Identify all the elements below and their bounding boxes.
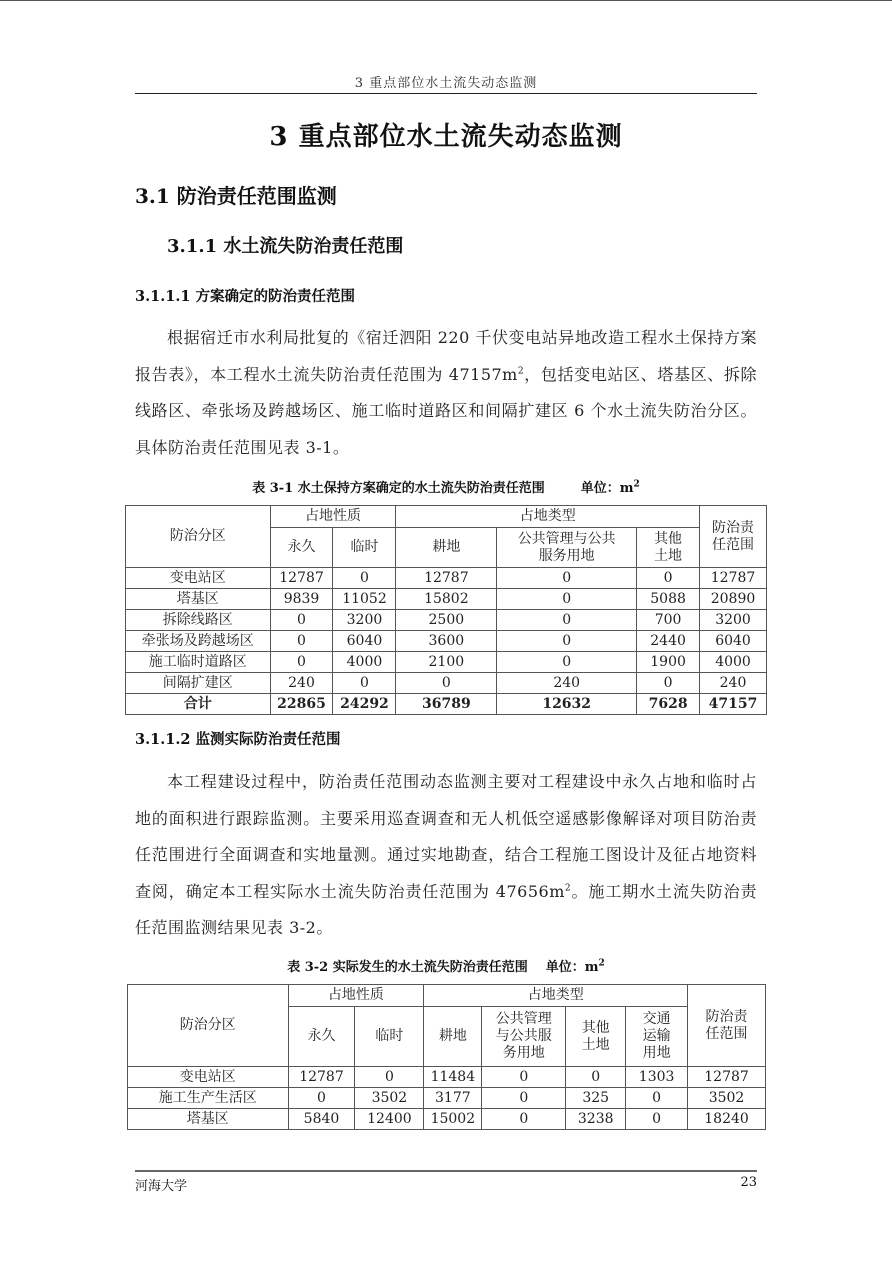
table-row	[126, 631, 767, 652]
table2-unit-sup: 2	[598, 958, 605, 969]
value-cell: 9839	[270, 589, 333, 610]
value-cell: 0	[497, 652, 637, 673]
value-cell: 2440	[637, 631, 700, 652]
value-cell: 15802	[396, 589, 497, 610]
value-cell: 0	[333, 568, 396, 589]
table-row	[126, 568, 767, 589]
value-cell: 700	[637, 610, 700, 631]
table2-caption	[125, 956, 767, 975]
t1-header-cultivated: 耕地	[396, 528, 497, 568]
t2-header-nature: 占地性质	[288, 985, 424, 1007]
t1-header-permanent: 永久	[270, 528, 333, 568]
value-cell: 6040	[333, 631, 396, 652]
t2-header-transport-text: 交通运输用地	[642, 1011, 671, 1061]
t2-header-cultivated: 耕地	[424, 1007, 482, 1067]
chapter-title: 3 重点部位水土流失动态监测	[269, 122, 623, 152]
table1-caption-text: 表 3-1 水土保持方案确定的水土流失防治责任范围	[252, 481, 545, 496]
value-cell: 3600	[396, 631, 497, 652]
zone-cell: 变电站区	[128, 1067, 289, 1088]
sub1-sup: 2	[517, 366, 525, 377]
value-cell: 3200	[700, 610, 767, 631]
value-cell: 0	[270, 631, 333, 652]
value-cell: 0	[270, 610, 333, 631]
value-cell: 0	[626, 1109, 688, 1130]
t2-header-permanent: 永久	[288, 1007, 355, 1067]
value-cell: 11052	[333, 589, 396, 610]
value-cell: 0	[497, 631, 637, 652]
value-cell: 0	[482, 1109, 566, 1130]
t2-header-range	[688, 985, 766, 1067]
table-row	[126, 610, 767, 631]
total-value-cell: 47157	[700, 694, 767, 715]
footer-rule	[135, 1170, 757, 1172]
table-row	[126, 652, 767, 673]
zone-cell: 塔基区	[128, 1109, 289, 1130]
value-cell: 12787	[270, 568, 333, 589]
total-value-cell: 36789	[396, 694, 497, 715]
value-cell: 0	[497, 568, 637, 589]
value-cell: 18240	[688, 1109, 766, 1130]
table-3-2	[127, 984, 766, 1130]
sub2-text-b: 。施工期水土流失防治责任范围监测结果见表 3-2。	[135, 881, 757, 937]
t1-header-nature: 占地性质	[270, 506, 396, 528]
t1-header-range-text: 防治责任范围	[712, 519, 754, 553]
table1-caption	[125, 477, 767, 496]
value-cell: 20890	[700, 589, 767, 610]
header-rule	[135, 93, 757, 94]
value-cell: 0	[333, 673, 396, 694]
value-cell: 3177	[424, 1088, 482, 1109]
table-row	[126, 673, 767, 694]
value-cell: 0	[355, 1067, 424, 1088]
value-cell: 12400	[355, 1109, 424, 1130]
value-cell: 5088	[637, 589, 700, 610]
zone-cell: 塔基区	[126, 589, 271, 610]
value-cell: 0	[396, 673, 497, 694]
t1-header-other	[637, 528, 700, 568]
sub1-text-a: 根据宿迁市水利局批复的《宿迁泗阳 220 千伏变电站异地改造工程水土保持方案报告表》，本工程水土流失防治责任范围为 47157m	[135, 328, 757, 384]
t1-header-zone: 防治分区	[126, 506, 271, 568]
zone-cell: 施工临时道路区	[126, 652, 271, 673]
value-cell: 12787	[700, 568, 767, 589]
page-number: 23	[740, 1175, 757, 1190]
table1-unit-sup: 2	[633, 479, 640, 490]
t1-header-type: 占地类型	[396, 506, 700, 528]
t2-header-public-text: 公共管理与公共服务用地	[495, 1011, 552, 1061]
sub1-paragraph	[135, 320, 757, 466]
sub2-text-a: 本工程建设过程中，防治责任范围动态监测主要对工程建设中永久占地和临时占地的面积进行跟踪监测。主要采用巡查调查和无人机低空遥感影像解译对项目防治责任范围进行全面调查和实地量测。通过实地勘查，结合工程施工图设计及征占地资料查阅，确定本工程实际水土流失防治责任范围为 47656m	[135, 772, 757, 901]
value-cell: 0	[288, 1088, 355, 1109]
t2-header-public	[482, 1007, 566, 1067]
value-cell: 0	[482, 1067, 566, 1088]
value-cell: 4000	[333, 652, 396, 673]
zone-cell: 变电站区	[126, 568, 271, 589]
sub1-text-b: ，包括变电站区、塔基区、拆除线路区、牵张场及跨越场区、施工临时道路区和间隔扩建区 6 个水土流失防治分区。具体防治责任范围见表 3-1。	[135, 364, 757, 457]
table-total-row	[126, 694, 767, 715]
table2-unit	[546, 960, 605, 975]
t1-header-public-text: 公共管理与公共服务用地	[517, 530, 616, 564]
zone-cell: 拆除线路区	[126, 610, 271, 631]
total-value-cell: 24292	[333, 694, 396, 715]
table1-unit-label: 单位：m	[580, 481, 634, 496]
running-header: 3 重点部位水土流失动态监测	[354, 76, 538, 91]
value-cell: 3502	[688, 1088, 766, 1109]
total-label-cell: 合计	[126, 694, 271, 715]
table-row	[128, 1088, 766, 1109]
t2-header-zone: 防治分区	[128, 985, 289, 1067]
value-cell: 0	[566, 1067, 626, 1088]
t1-header-temporary: 临时	[333, 528, 396, 568]
value-cell: 240	[270, 673, 333, 694]
t2-header-type: 占地类型	[424, 985, 688, 1007]
value-cell: 3502	[355, 1088, 424, 1109]
value-cell: 2100	[396, 652, 497, 673]
t2-header-other	[566, 1007, 626, 1067]
t2-header-transport	[626, 1007, 688, 1067]
total-value-cell: 22865	[270, 694, 333, 715]
t1-body	[126, 568, 767, 715]
subsection-heading: 3.1.1 水土流失防治责任范围	[167, 236, 404, 257]
value-cell: 0	[637, 673, 700, 694]
value-cell: 240	[700, 673, 767, 694]
value-cell: 1303	[626, 1067, 688, 1088]
total-value-cell: 7628	[637, 694, 700, 715]
sub2-heading: 3.1.1.2 监测实际防治责任范围	[135, 731, 341, 748]
sub2-sup: 2	[564, 883, 572, 894]
value-cell: 0	[482, 1088, 566, 1109]
value-cell: 240	[497, 673, 637, 694]
table-row	[126, 589, 767, 610]
t2-header-temporary: 临时	[355, 1007, 424, 1067]
value-cell: 11484	[424, 1067, 482, 1088]
table2-unit-label: 单位：m	[545, 960, 599, 975]
value-cell: 2500	[396, 610, 497, 631]
value-cell: 12787	[688, 1067, 766, 1088]
value-cell: 12787	[396, 568, 497, 589]
value-cell: 15002	[424, 1109, 482, 1130]
value-cell: 1900	[637, 652, 700, 673]
t1-header-other-text: 其他土地	[654, 530, 683, 564]
total-value-cell: 12632	[497, 694, 637, 715]
t2-body	[128, 1067, 766, 1130]
value-cell: 0	[626, 1088, 688, 1109]
value-cell: 0	[497, 610, 637, 631]
zone-cell: 间隔扩建区	[126, 673, 271, 694]
t2-header-range-text: 防治责任范围	[705, 1008, 748, 1042]
page-top-border	[0, 0, 892, 1]
value-cell: 0	[497, 589, 637, 610]
value-cell: 3200	[333, 610, 396, 631]
table1-unit	[581, 481, 640, 496]
t1-header-range	[700, 506, 767, 568]
table-3-1	[125, 505, 767, 715]
value-cell: 325	[566, 1088, 626, 1109]
t2-header-other-text: 其他土地	[581, 1019, 610, 1053]
table2-caption-text: 表 3-2 实际发生的水土流失防治责任范围	[287, 960, 528, 975]
section-heading: 3.1 防治责任范围监测	[135, 184, 337, 208]
value-cell: 4000	[700, 652, 767, 673]
value-cell: 0	[270, 652, 333, 673]
t1-header-public	[497, 528, 637, 568]
zone-cell: 牵张场及跨越场区	[126, 631, 271, 652]
table-row	[128, 1067, 766, 1088]
table-row	[128, 1109, 766, 1130]
value-cell: 3238	[566, 1109, 626, 1130]
value-cell: 5840	[288, 1109, 355, 1130]
footer-institution: 河海大学	[135, 1179, 188, 1194]
zone-cell: 施工生产生活区	[128, 1088, 289, 1109]
value-cell: 0	[637, 568, 700, 589]
sub2-paragraph	[135, 764, 757, 947]
sub1-heading: 3.1.1.1 方案确定的防治责任范围	[135, 288, 356, 305]
value-cell: 6040	[700, 631, 767, 652]
value-cell: 12787	[288, 1067, 355, 1088]
